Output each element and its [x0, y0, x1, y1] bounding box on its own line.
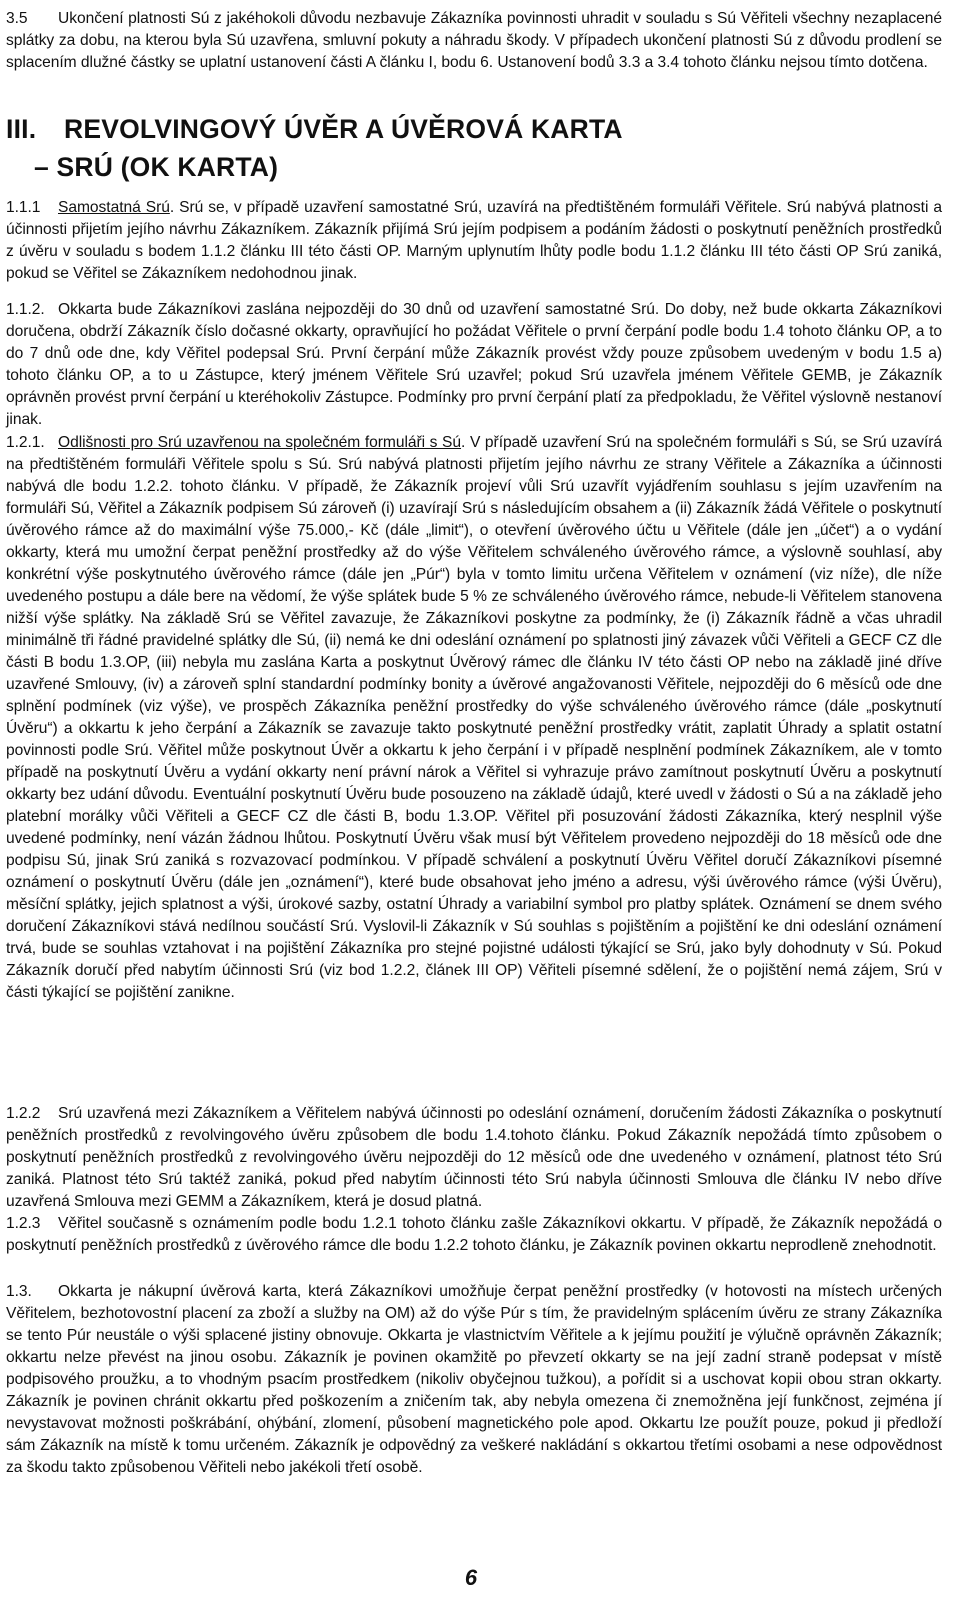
paragraph-1-2-3 — [6, 1213, 942, 1257]
paragraph-text: Věřitel současně s oznámením podle bodu 1.2.1 tohoto článku zašle Zákazníkovi okkartu. V případě, že Zákazník nepožádá o poskytnutí peněžních prostředků z úvěrového rámce dle bodu 1.2.2 tohoto článku, je Zákazník povinen okkartu neprodleně znehodnotit. — [6, 1215, 942, 1254]
section-heading — [6, 110, 623, 186]
paragraph-number: 1.1.1 — [6, 199, 41, 216]
paragraph-text: Srú uzavřená mezi Zákazníkem a Věřitelem nabývá účinnosti po odeslání oznámení, doručením žádosti Zákazníka o poskytnutí peněžních prostředků z revolvingového úvěru způsobem dle bodu 1.4.tohoto článku. Pokud Zákazník nepožádá tímto způsobem o poskytnutí peněžních prostředků z revolvingového úvěru nejpozději do 12 měsíců ode dne uvedeného v oznámení, platnost této Srú zaniká. Platnost této Srú taktéž zaniká, pokud před nabytím účinnosti této Srú nabyla účinnosti Smlouva dle článku IV nebo dříve uzavřená Smlouva mezi GEMM a Zákazníkem, která je dosud platná. — [6, 1105, 942, 1210]
paragraph-3-5 — [6, 8, 942, 74]
paragraph-number: 1.2.3 — [6, 1215, 41, 1232]
section-title-line1: REVOLVINGOVÝ ÚVĚR A ÚVĚROVÁ KARTA — [64, 114, 623, 144]
paragraph-text: . V případě uzavření Srú na společném formuláři s Sú, se Srú uzavírá na předtištěném formuláři Věřitele spolu s Sú. Srú nabývá platnosti přijetím jejího návrhu ze strany Věřitele a Zákazníka a účinnosti nabývá dle bodu 1.2.2. tohoto článku. V případě, že Zákazník projeví vůli Srú uzavřít vyjádřením souhlasu s jejím uzavřením na formuláři Sú, Věřitel a Zákazník podpisem Sú zároveň (i) uzavírají Srú s následujícím obsahem a (ii) Zákazník žádá Věřitele o poskytnutí úvěrového rámce až do maximální výše 75.000,- Kč (dále „limit“), o otevření úvěrového účtu u Věřitele (dále jen „účet“) a o vydání okkarty, která mu umožní čerpat peněžní prostředky až do výše Věřitelem schváleného úvěrového rámce, a výslovně souhlasí, aby konkrétní výše poskytnutého úvěrového rámce (dále jen „Púr“) byla v tomto limitu určena Věřitelem v oznámení (viz níže), dle níže uvedeného postupu a dále bere na vědomí, že výše splátek bude 5 % ze schváleného úvěrového rámce, nebude-li Věřitelem stanovena nižší výše splátky. Na základě Srú se Věřitel zavazuje, že Zákazníkovi poskytne za podmínky, že (i) Zákazník řádně a včas uhradil minimálně tři řádné pravidelné splátky dle Sú, (ii) nemá ke dni odeslání oznámení po splatnosti jiný závazek vůči Věřiteli a GECF CZ dle části B bodu 1.3.OP, (iii) nebyla mu zaslána Karta a poskytnut Úvěrový rámec dle článku IV této části OP nebo na základě jiné dříve uzavřené Smlouvy, (iv) a zároveň splní standardní podmínky bonity a úvěrové angažovanosti Věřitele, nejpozději do 6 měsíců ode dne splnění podmínek (viz výše), ve prospěch Zákazníka peněžní prostředky do výše schváleného úvěrového rámce (dále „poskytnutí Úvěru“) a okkartu k jeho čerpání a Zákazník se zavazuje takto poskytnuté peněžní prostředky vrátit, zaplatit Úhrady a splatit ostatní povinnosti podle Srú. Věřitel může poskytnout Úvěr a okkartu k jeho čerpání i v případě nesplnění podmínek Zákazníkem, ale v tomto případě na poskytnutí Úvěru a vydání okkarty není právní nárok a Věřitel si vyhrazuje právo zamítnout poskytnutí Úvěru a poskytnutí okkarty bez udání důvodu. Eventuální poskytnutí Úvěru bude posouzeno na základě údajů, které uvedl v žádosti o Sú a na základě jeho platební morálky vůči Věřiteli a GECF CZ dle části B, bodu 1.3.OP. Věřitel při posuzování žádosti Zákazníka, který nesplnil výše uvedené podmínky, není vázán žádnou lhůtou. Poskytnutí Úvěru však musí být Věřitelem provedeno nejpozději do 18 měsíců ode dne podpisu Sú, jinak Srú zaniká s rozvazovací podmínkou. V případě schválení a poskytnutí Úvěru Věřitel doručí Zákazníkovi písemné oznámení o poskytnutí Úvěru (dále jen „oznámení“), které bude obsahovat jeho jméno a adresu, výši úvěrového rámce (výši Úvěru), měsíční splátky, jejich splatnost a výši, úrokové sazby, ostatní Úhrady a variabilní symbol pro platby splátek. Oznámení se dnem svého doručení Zákazníkovi stává nedílnou součástí Srú. Vyslovil-li Zákazník v Sú souhlas s pojištěním a pojištění ke dni odeslání oznámení trvá, bude se souhlas vztahovat i na pojištění Zákazníka pro stejné pojistné události týkající se Srú, jako byly dohodnuty v Sú. Pokud Zákazník doručí před nabytím účinnosti Srú (viz bod 1.2.2, článek III OP) Věřiteli písemné sdělení, že o pojištění nemá zájem, Srú v části týkající se pojištění zanikne. — [6, 434, 942, 1001]
paragraph-1-1-2 — [6, 299, 942, 431]
paragraph-text: Okkarta bude Zákazníkovi zaslána nejpozději do 30 dnů od uzavření samostatné Srú. Do doby, než bude okkarta Zákazníkovi doručena, obdrží Zákazník číslo dočasné okkarty, opravňující ho požádat Věřitele o první čerpání podle bodu 1.4 tohoto článku OP, a to do 7 dnů ode dne, kdy Věřitel podepsal Srú. První čerpání může Zákazník provést vždy pouze způsobem uvedeným v bodu 1.5 a) tohoto článku OP, a to u Zástupce, který jménem Věřitele Srú uzavřel; pokud Srú uzavřela jménem Věřitele GEMB, je Zákazník oprávněn provést první čerpání u kteréhokoliv Zástupce. Podmínky pro první čerpání platí za předpokladu, že Věřitel výslovně nestanoví jinak. — [6, 301, 942, 428]
paragraph-text: Okkarta je nákupní úvěrová karta, která Zákazníkovi umožňuje čerpat peněžní prostředky (v hotovosti na místech určených Věřitelem, bezhotovostní placení za zboží a služby na OM) až do výše Púr s tím, že pravidelným splácením úvěru ze strany Zákazníka se tento Púr neustále o výši splacené jistiny obnovuje. Okkarta je vlastnictvím Věřitele a k jejímu použití je výlučně oprávněn Zákazník; okkartu nelze převést na jinou osobu. Zákazník je povinen okamžitě po převzetí okkarty se na její zadní straně podepsat v místě podpisového proužku, a to vhodným psacím prostředkem (nikoliv obyčejnou tužkou), a pořídit si a uschovat kopii obou stran okkarty. Zákazník je povinen chránit okkartu před poškozením a zničením tak, aby nebyla omezena či znemožněna její funkčnost, zejména jí nevystavovat možnosti poškrábání, ohýbání, zlomení, působení magnetického pole apod. Okkartu lze použít pouze, pokud ji předloží sám Zákazník na místě k tomu určeném. Zákazník je odpovědný za veškeré nakládání s okkartou třetími osobami a nese odpovědnost za škodu takto způsobenou Věřiteli nebo jakékoli třetí osobě. — [6, 1283, 942, 1476]
paragraph-1-3 — [6, 1281, 942, 1479]
paragraph-number: 1.1.2. — [6, 301, 45, 318]
paragraph-number: 1.2.1. — [6, 434, 45, 451]
paragraph-text: . Srú se, v případě uzavření samostatné Srú, uzavírá na předtištěném formuláři Věřitele. Srú nabývá platnosti a účinnosti přijetím jejího návrhu Zákazníkem. Zákazník přijímá Srú jejím podpisem a podáním žádosti o poskytnutí peněžních prostředků z úvěru v souladu s bodem 1.1.2 článku III této části OP. Marným uplynutím lhůty podle bodu 1.1.2 článku III této části OP Srú zaniká, pokud se Věřitel se Zákazníkem nedohodnou jinak. — [6, 199, 942, 282]
paragraph-1-2-2 — [6, 1103, 942, 1213]
paragraph-title: Odlišnosti pro Srú uzavřenou na společném formuláři s Sú — [58, 434, 462, 451]
section-title-line2: – SRÚ (OK KARTA) — [34, 152, 279, 182]
section-roman-numeral: III. — [6, 114, 37, 144]
paragraph-number: 1.2.2 — [6, 1105, 41, 1122]
paragraph-number: 1.3. — [6, 1283, 32, 1300]
paragraph-title: Samostatná Srú — [58, 199, 170, 216]
paragraph-text: Ukončení platnosti Sú z jakéhokoli důvodu nezbavuje Zákazníka povinnosti uhradit v souladu s Sú Věřiteli všechny nezaplacené splátky za dobu, na kterou byla Sú uzavřena, smluvní pokuty a náhradu škody. V případech ukončení platnosti Sú z důvodu prodlení se splacením dlužné částky se uplatní ustanovení části A článku I, bodu 6. Ustanovení bodů 3.3 a 3.4 tohoto článku nejsou tímto dotčena. — [6, 10, 942, 71]
paragraph-1-1-1 — [6, 197, 942, 285]
paragraph-1-2-1 — [6, 432, 942, 1004]
page-number: 6 — [464, 1565, 478, 1590]
paragraph-number: 3.5 — [6, 10, 28, 27]
